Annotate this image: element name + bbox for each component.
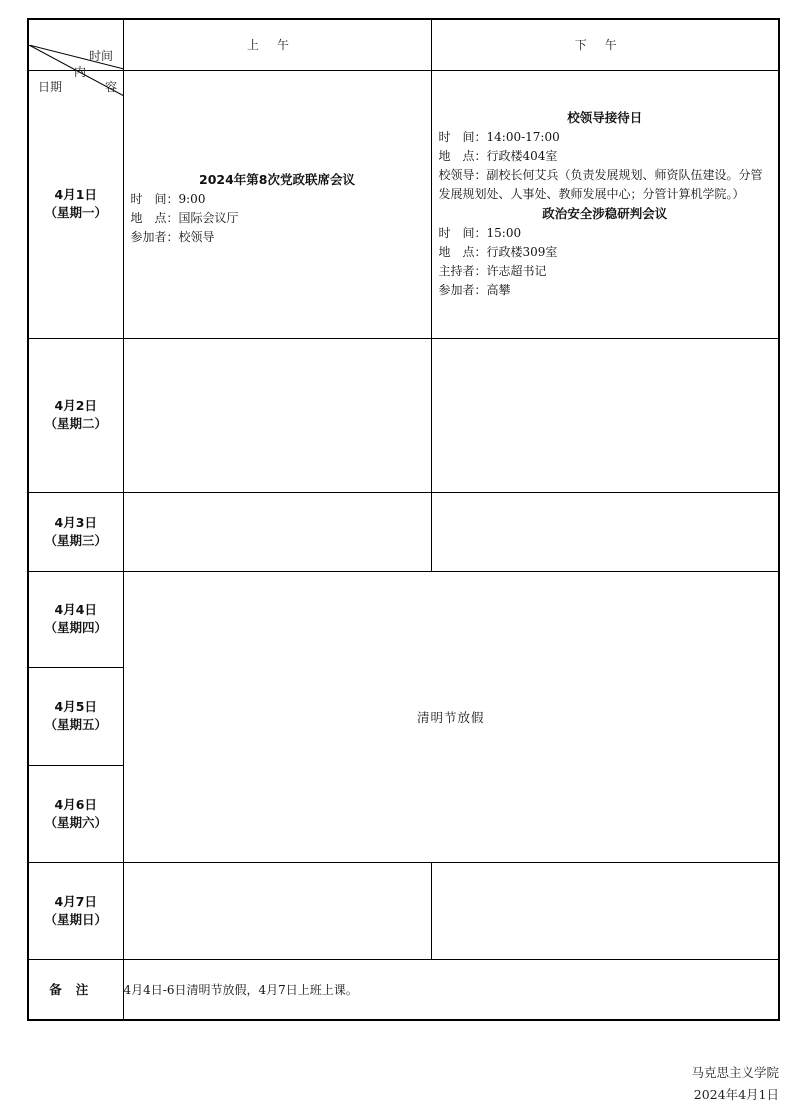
- date-label: 4月2日: [54, 398, 97, 413]
- date-label: 4月6日: [54, 796, 97, 812]
- date-label: 4月5日: [54, 699, 97, 714]
- header-row: [28, 19, 779, 70]
- event-time: 时 间：9:00: [130, 191, 206, 206]
- date-label: 4月7日: [54, 893, 97, 909]
- date-cell-tue: [28, 338, 123, 492]
- tue-afternoon-cell: [431, 338, 779, 492]
- diag-content-label: 内: [74, 64, 87, 79]
- day-row-sun: [28, 862, 779, 959]
- footer-date: 2024年4月1日: [693, 1087, 779, 1102]
- event-attendees: 参加者：校领导: [130, 229, 215, 244]
- weekday-label: （星期三）: [44, 532, 107, 548]
- event-leader: 校领导：副校长何艾兵（负责发展规划、师资队伍建设。分管发展规划处、人事处、教师发展中心；分管计算机学院。）: [438, 168, 763, 201]
- weekday-label: （星期二）: [44, 416, 107, 431]
- date-cell-thu: [28, 571, 123, 667]
- date-label: 4月1日: [54, 187, 97, 202]
- event-time: 时 间：14:00-17:00: [438, 130, 560, 144]
- weekday-label: （星期四）: [44, 620, 107, 635]
- event-place: 地 点：行政楼404室: [438, 149, 558, 163]
- event-attendees: 参加者：高攀: [438, 283, 511, 297]
- day-row-thu: [28, 571, 779, 667]
- diagonal-header-cell: [28, 19, 123, 94]
- diag-date-label: 日期: [38, 79, 63, 94]
- remark-row: [28, 959, 779, 1020]
- sun-morning-cell: [123, 862, 431, 959]
- date-cell-fri: [28, 667, 123, 765]
- event-time: 时 间：15:00: [438, 226, 522, 240]
- date-cell-sat: [28, 765, 123, 862]
- event-title: 2024年第8次党政联席会议: [199, 171, 355, 187]
- day-row-mon: [28, 70, 779, 338]
- footer-org: 马克思主义学院: [691, 1065, 779, 1080]
- mon-morning-cell: [123, 70, 431, 338]
- wed-afternoon-cell: [431, 492, 779, 571]
- weekday-label: （星期六）: [44, 814, 107, 830]
- date-cell-sun: [28, 862, 123, 959]
- sun-afternoon-cell: [431, 862, 779, 959]
- event-place: 地 点：行政楼309室: [438, 245, 558, 259]
- date-label: 4月4日: [54, 602, 97, 617]
- event-host: 主持者：许志超书记: [438, 264, 547, 278]
- morning-header: 上午: [123, 19, 431, 70]
- date-cell-wed: [28, 492, 123, 571]
- weekday-label: （星期五）: [44, 717, 107, 732]
- tue-morning-cell: [123, 338, 431, 492]
- date-cell-mon: [28, 70, 123, 338]
- day-row-tue: [28, 338, 779, 492]
- event-title: 校领导接待日: [567, 110, 643, 125]
- diag-time-label: 时间: [89, 48, 114, 63]
- event-place: 地 点：国际会议厅: [130, 210, 239, 225]
- date-label: 4月3日: [54, 514, 97, 530]
- holiday-cell: [123, 571, 779, 862]
- remark-text: 4月4日-6日清明节放假，4月7日上班上课。: [123, 959, 779, 1020]
- holiday-label: 清明节放假: [416, 709, 485, 725]
- weekday-label: （星期日）: [44, 911, 107, 927]
- mon-afternoon-cell: [431, 70, 779, 338]
- remark-label: 备注: [28, 959, 123, 1020]
- afternoon-header: 下午: [431, 19, 779, 70]
- schedule-table: [27, 18, 780, 1021]
- weekday-label: （星期一）: [44, 205, 107, 220]
- event-title: 政治安全涉稳研判会议: [542, 206, 668, 221]
- wed-morning-cell: [123, 492, 431, 571]
- day-row-wed: [28, 492, 779, 571]
- diag-content-label-2: 容: [105, 79, 118, 94]
